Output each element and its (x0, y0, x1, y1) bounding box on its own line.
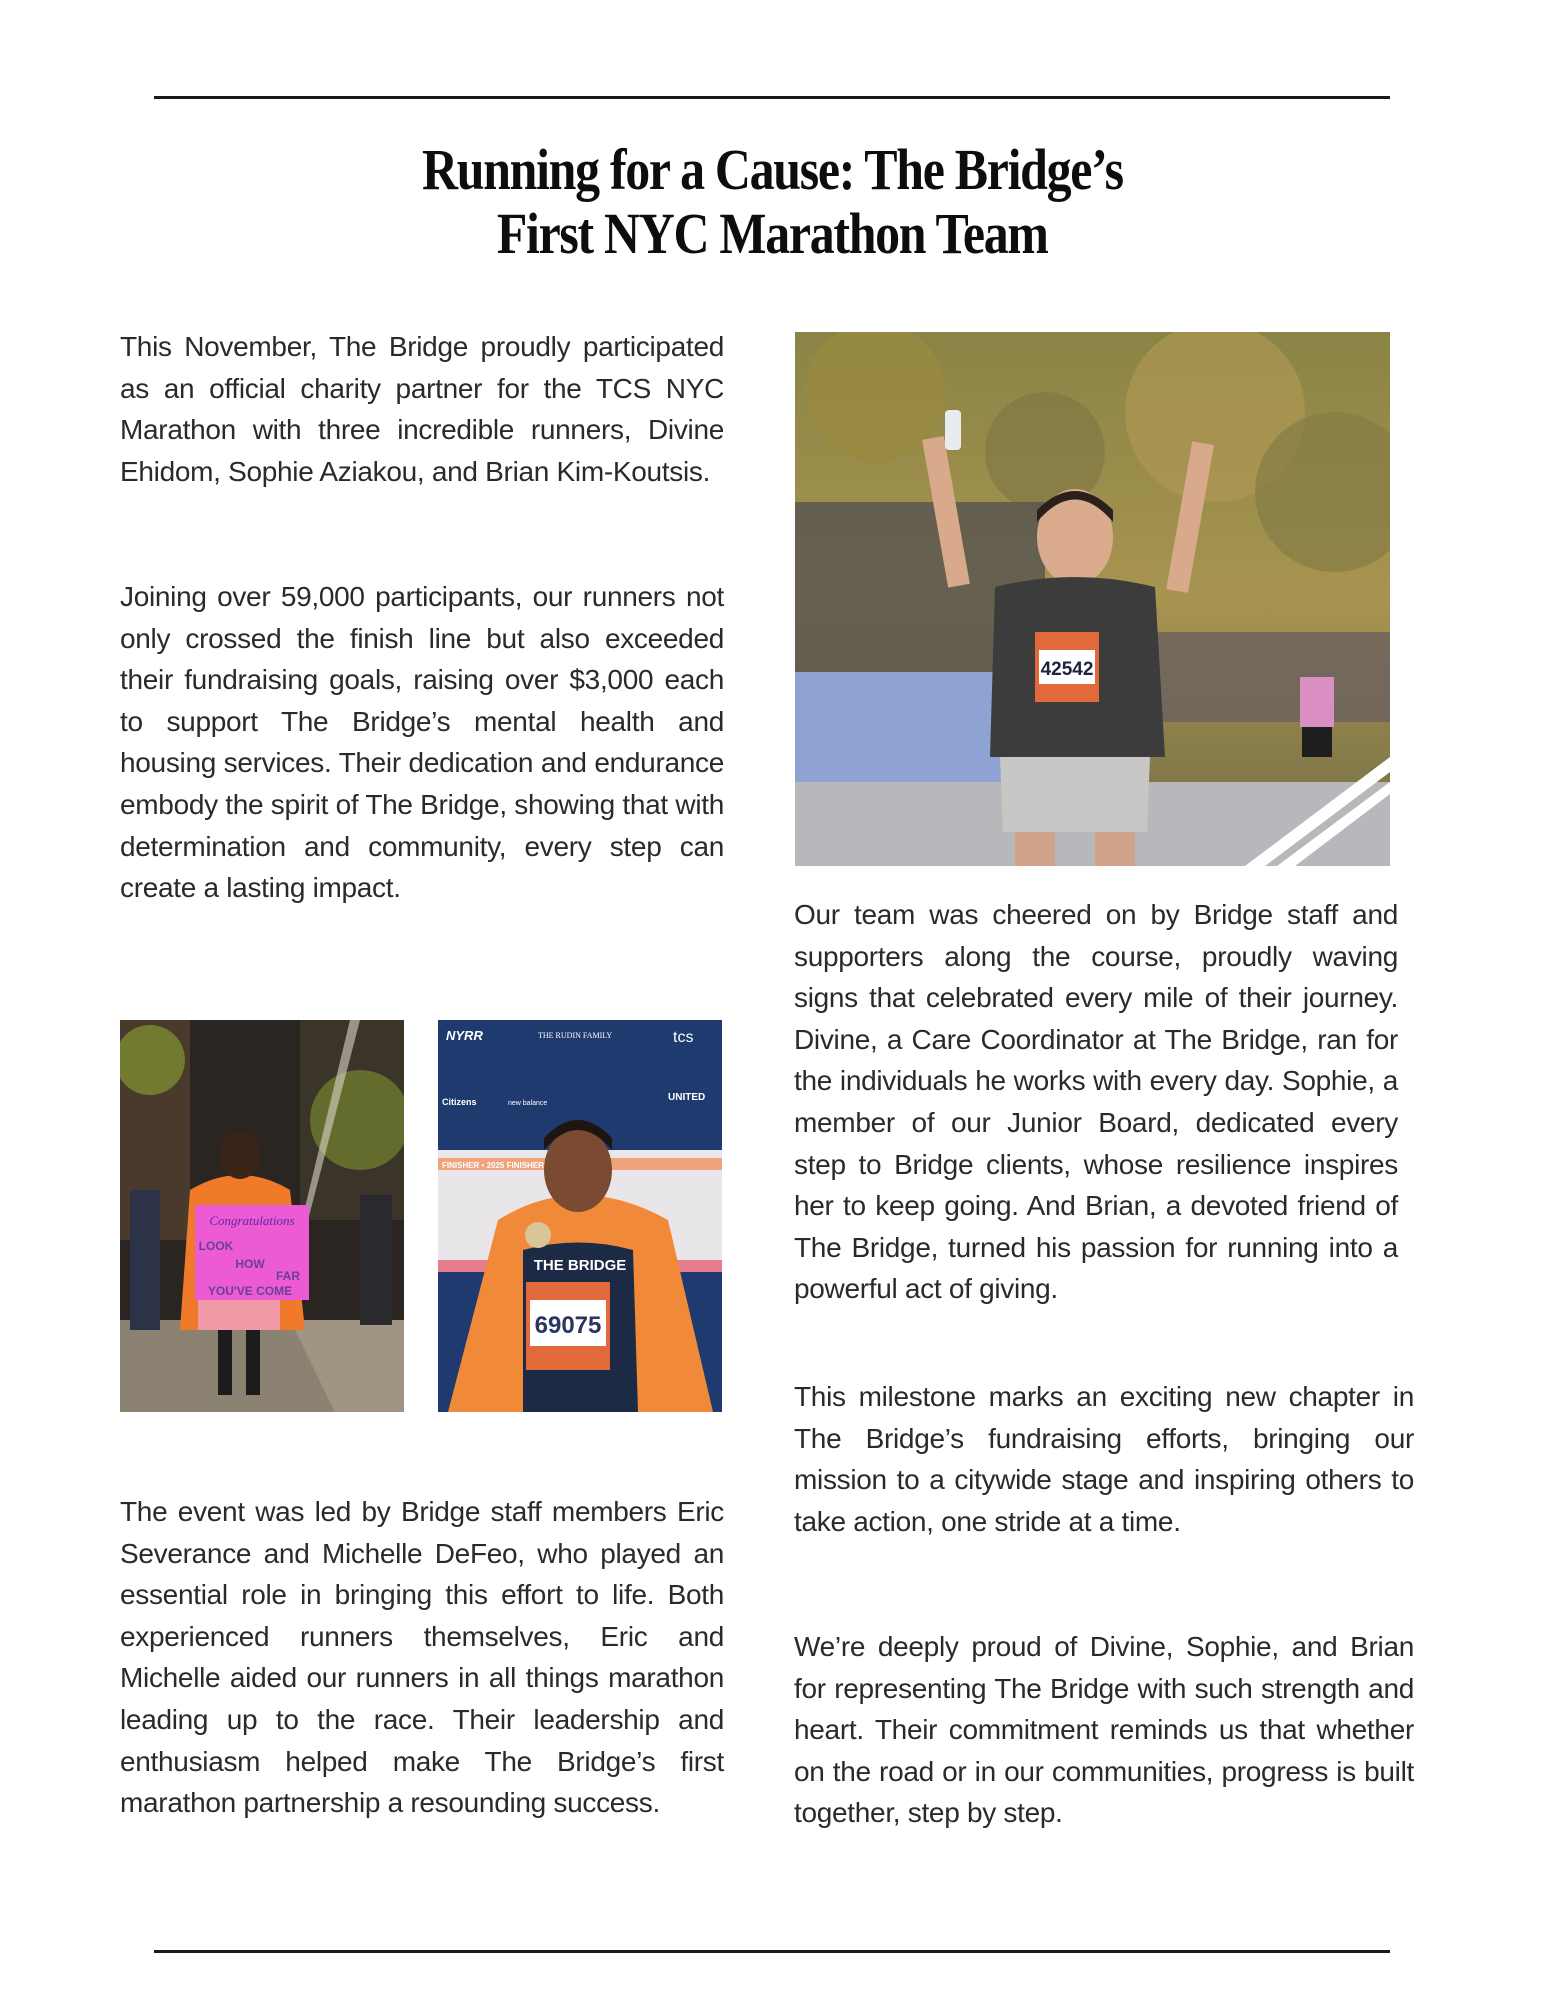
paragraph-proud: We’re deeply proud of Divine, Sophie, and Brian for representing The Bridge with such strength and heart. Their commitment reminds us that whether on the road or in our communities, progress is built together, step by step. (794, 1631, 1414, 1829)
backdrop-finisher-banner: FINISHER • 2025 FINISHER (442, 1161, 544, 1170)
paragraph-milestone: This milestone marks an exciting new chapter in The Bridge’s fundraising efforts, bringing our mission to a citywide stage and inspiring others to take action, one stride at a time. (794, 1381, 1414, 1537)
paragraph-participants: Joining over 59,000 participants, our runners not only crossed the finish line but also exceeded their fundraising goals, raising over $3,000 each to support The Bridge’s mental health and housing services. Their dedication and endurance embody the spirit of The Bridge, showing that with determination and community, every step can create a lasting impact. (120, 581, 724, 904)
runner-bib-number: 42542 (1040, 659, 1094, 680)
paragraph-team-cheered: Our team was cheered on by Bridge staff and supporters along the course, proudly waving signs that celebrated every mile of their journey. Divine, a Care Coordinator at The Bridge, ran for the individuals he works with every day. Sophie, a member of our Junior Board, dedicated every step to Bridge clients, whose resilience inspires her to keep going. And Brian, a devoted friend of The Bridge, turned his passion for running into a powerful act of giving. (794, 899, 1398, 1305)
backdrop-citizens-logo: Citizens (442, 1097, 477, 1107)
paragraph-leaders: The event was led by Bridge staff members Eric Severance and Michelle DeFeo, who played an essential role in bringing this effort to life. Both experienced runners themselves, Eric and Michelle aided our runners in all things marathon leading up to the race. Their leadership and enthusiasm helped make The Bridge’s first marathon partnership a resounding success. (120, 1496, 724, 1819)
backdrop-new-balance-logo: new balance (508, 1100, 548, 1107)
finisher-bib-number: 69075 (534, 1312, 602, 1339)
backdrop-tcs-logo: tcs (673, 1029, 694, 1046)
article-title (0, 138, 1545, 266)
sign-text-youve-come: YOU'VE COME (207, 1284, 293, 1298)
shirt-text-the-bridge: THE BRIDGE (533, 1257, 627, 1274)
background-runner (1300, 677, 1334, 727)
finisher-medal-photo (438, 1020, 722, 1412)
supporter-sign-photo (120, 1020, 404, 1412)
bottom-rule (154, 1950, 1390, 1953)
backdrop-united-logo: UNITED (668, 1092, 706, 1103)
top-rule (154, 96, 1390, 99)
backdrop-rudin-logo: THE RUDIN FAMILY (538, 1031, 613, 1040)
sign-text-congratulations: Congratulations (209, 1213, 295, 1228)
paragraph-intro: This November, The Bridge proudly participated as an official charity partner for the TCS NYC Marathon with three incredible runners, Divine Ehidom, Sophie Aziakou, and Brian Kim-Koutsis. (120, 331, 724, 487)
sign-text-far: FAR (276, 1269, 300, 1283)
title-line-2: First NYC Marathon Team (497, 201, 1048, 266)
runner-finish-photo (795, 332, 1390, 866)
title-line-1: Running for a Cause: The Bridge’s (422, 137, 1123, 202)
sign-text-how: HOW (235, 1257, 265, 1271)
backdrop-nyrr-logo: NYRR (446, 1028, 483, 1043)
finisher-medal (525, 1222, 551, 1248)
water-bottle (945, 410, 961, 450)
sign-text-look: LOOK (198, 1239, 234, 1253)
